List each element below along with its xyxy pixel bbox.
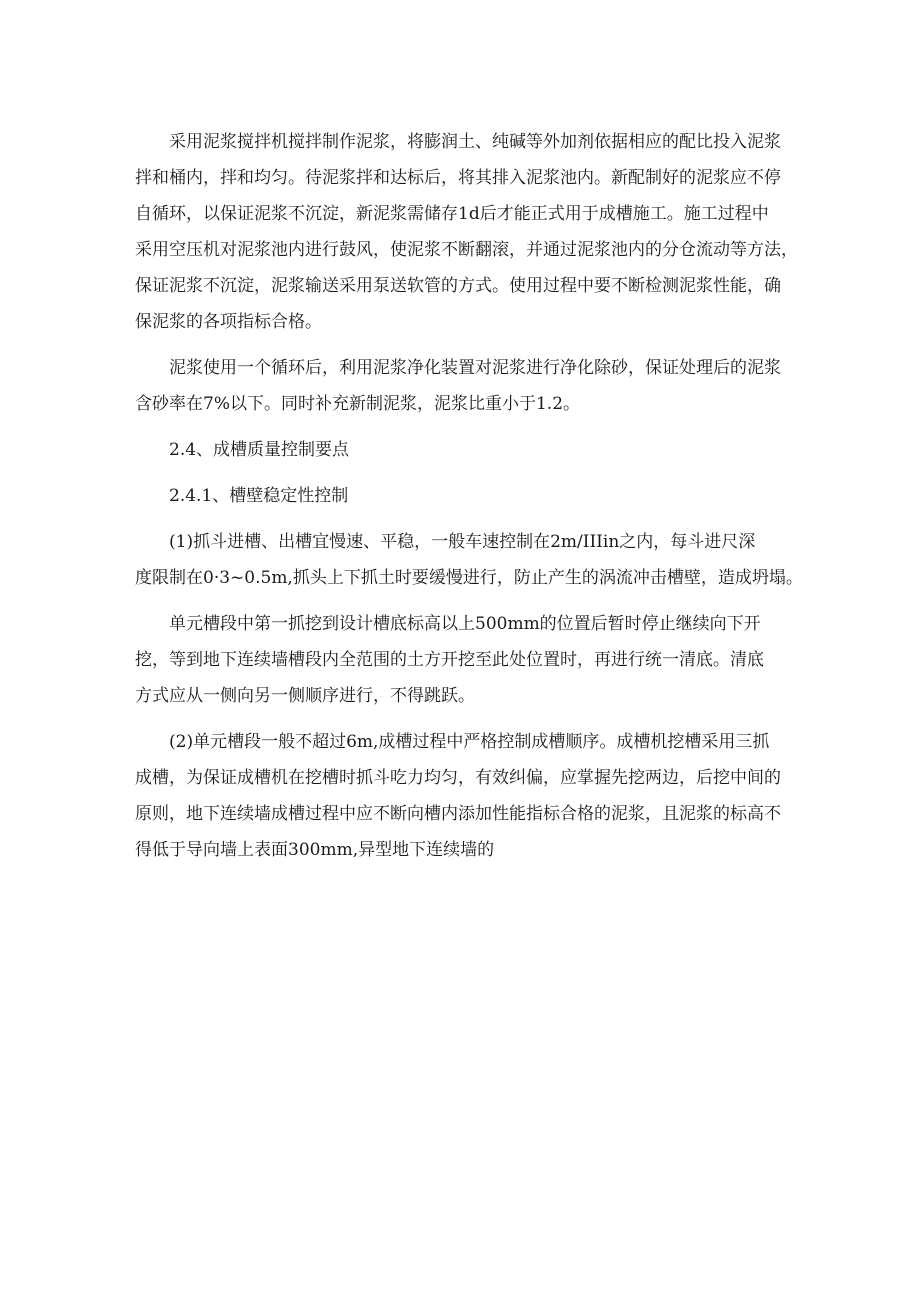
text-line: 采用空压机对泥浆池内进行鼓风，使泥浆不断翻滚，并通过泥浆池内的分仓流动等方法， bbox=[135, 240, 798, 260]
paragraph-first-grab bbox=[135, 606, 785, 714]
subsection-heading: 2.4.1、槽壁稳定性控制 bbox=[169, 486, 349, 506]
text-line: 保泥浆的各项指标合格。 bbox=[135, 312, 322, 332]
text-line: (1)抓斗进槽、出槽宜慢速、平稳，一般车速控制在2m/IIIin之内，每斗进尺深 bbox=[169, 532, 756, 552]
text-line: 单元槽段中第一抓挖到设计槽底标高以上500mm的位置后暂时停止继续向下开 bbox=[169, 614, 761, 634]
text-line: 原则，地下连续墙成槽过程中应不断向槽内添加性能指标合格的泥浆，且泥浆的标高不 bbox=[135, 804, 781, 824]
paragraph-slurry-recycling bbox=[135, 350, 785, 422]
text-line: 拌和桶内，拌和均匀。待泥浆拌和达标后，将其排入泥浆池内。新配制好的泥浆应不停 bbox=[135, 168, 781, 188]
text-line: 度限制在0·3~0.5m,抓头上下抓土时要缓慢进行，防止产生的涡流冲击槽壁，造成坍塌。 bbox=[135, 568, 803, 588]
text-line: 方式应从一侧向另一侧顺序进行，不得跳跃。 bbox=[135, 686, 475, 706]
text-line: 得低于导向墙上表面300mm,异型地下连续墙的 bbox=[135, 840, 495, 860]
paragraph-slurry-preparation bbox=[135, 124, 798, 340]
text-line: 泥浆使用一个循环后，利用泥浆净化装置对泥浆进行净化除砂，保证处理后的泥浆 bbox=[169, 358, 781, 378]
text-line: 挖，等到地下连续墙槽段内全范围的土方开挖至此处位置时，再进行统一清底。清底 bbox=[135, 650, 764, 670]
body-text bbox=[135, 124, 803, 878]
paragraph-trench-unit bbox=[135, 724, 785, 868]
text-line: 含砂率在7%以下。同时补充新制泥浆，泥浆比重小于1.2。 bbox=[135, 394, 581, 414]
text-line: 保证泥浆不沉淀，泥浆输送采用泵送软管的方式。使用过程中要不断检测泥浆性能，确 bbox=[135, 276, 781, 296]
text-line: (2)单元槽段一般不超过6m,成槽过程中严格控制成槽顺序。成槽机挖槽采用三抓 bbox=[169, 732, 770, 752]
text-line: 自循环，以保证泥浆不沉淀，新泥浆需储存1d后才能正式用于成槽施工。施工过程中 bbox=[135, 204, 769, 224]
section-heading: 2.4、成槽质量控制要点 bbox=[169, 440, 350, 460]
text-line: 成槽，为保证成槽机在挖槽时抓斗吃力均匀，有效纠偏，应掌握先挖两边，后挖中间的 bbox=[135, 768, 781, 788]
paragraph-grab-speed bbox=[135, 524, 803, 596]
text-line: 采用泥浆搅拌机搅拌制作泥浆，将膨润土、纯碱等外加剂依据相应的配比投入泥浆 bbox=[169, 132, 781, 152]
